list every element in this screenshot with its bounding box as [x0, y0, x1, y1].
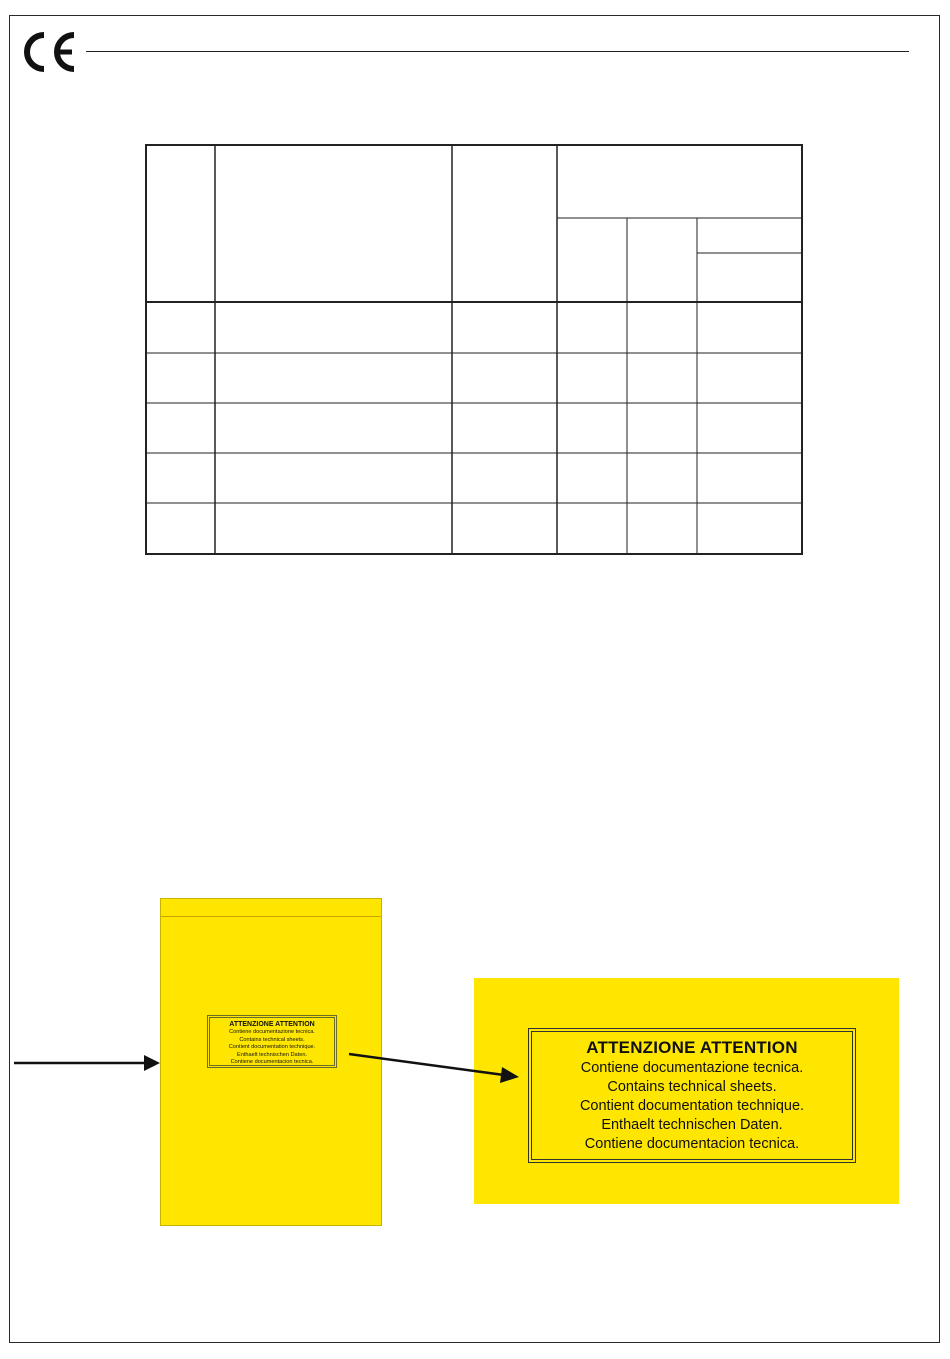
ce-mark-icon — [20, 30, 78, 74]
label-title: ATTENZIONE ATTENTION — [229, 1021, 315, 1028]
label-line: Contiene documentazione tecnica. — [580, 1060, 804, 1076]
label-line: Contient documentation technique. — [579, 1098, 805, 1114]
folder-flap — [161, 916, 381, 917]
label-line: Enthaelt technischen Daten. — [237, 1051, 307, 1058]
table-border — [146, 145, 802, 554]
label-line: Contiene documentazione tecnica. — [229, 1029, 315, 1035]
documentation-folder — [160, 898, 382, 1226]
folder-label-enlarged — [528, 1028, 856, 1163]
label-title: ATTENZIONE ATTENTION — [586, 1038, 798, 1057]
folder-label-small — [207, 1015, 337, 1068]
header-rule — [86, 51, 909, 52]
specification-table — [145, 144, 803, 555]
label-line: Enthaelt technischen Daten. — [601, 1117, 783, 1133]
label-line: Contient documentation technique. — [228, 1044, 316, 1051]
label-line: Contiene documentacion tecnica. — [584, 1136, 800, 1152]
label-line: Contains technical sheets. — [607, 1079, 777, 1095]
label-line: Contiene documentacion tecnica. — [230, 1059, 314, 1066]
label-line: Contains technical sheets. — [239, 1036, 305, 1043]
label-zoom-panel — [474, 978, 899, 1204]
